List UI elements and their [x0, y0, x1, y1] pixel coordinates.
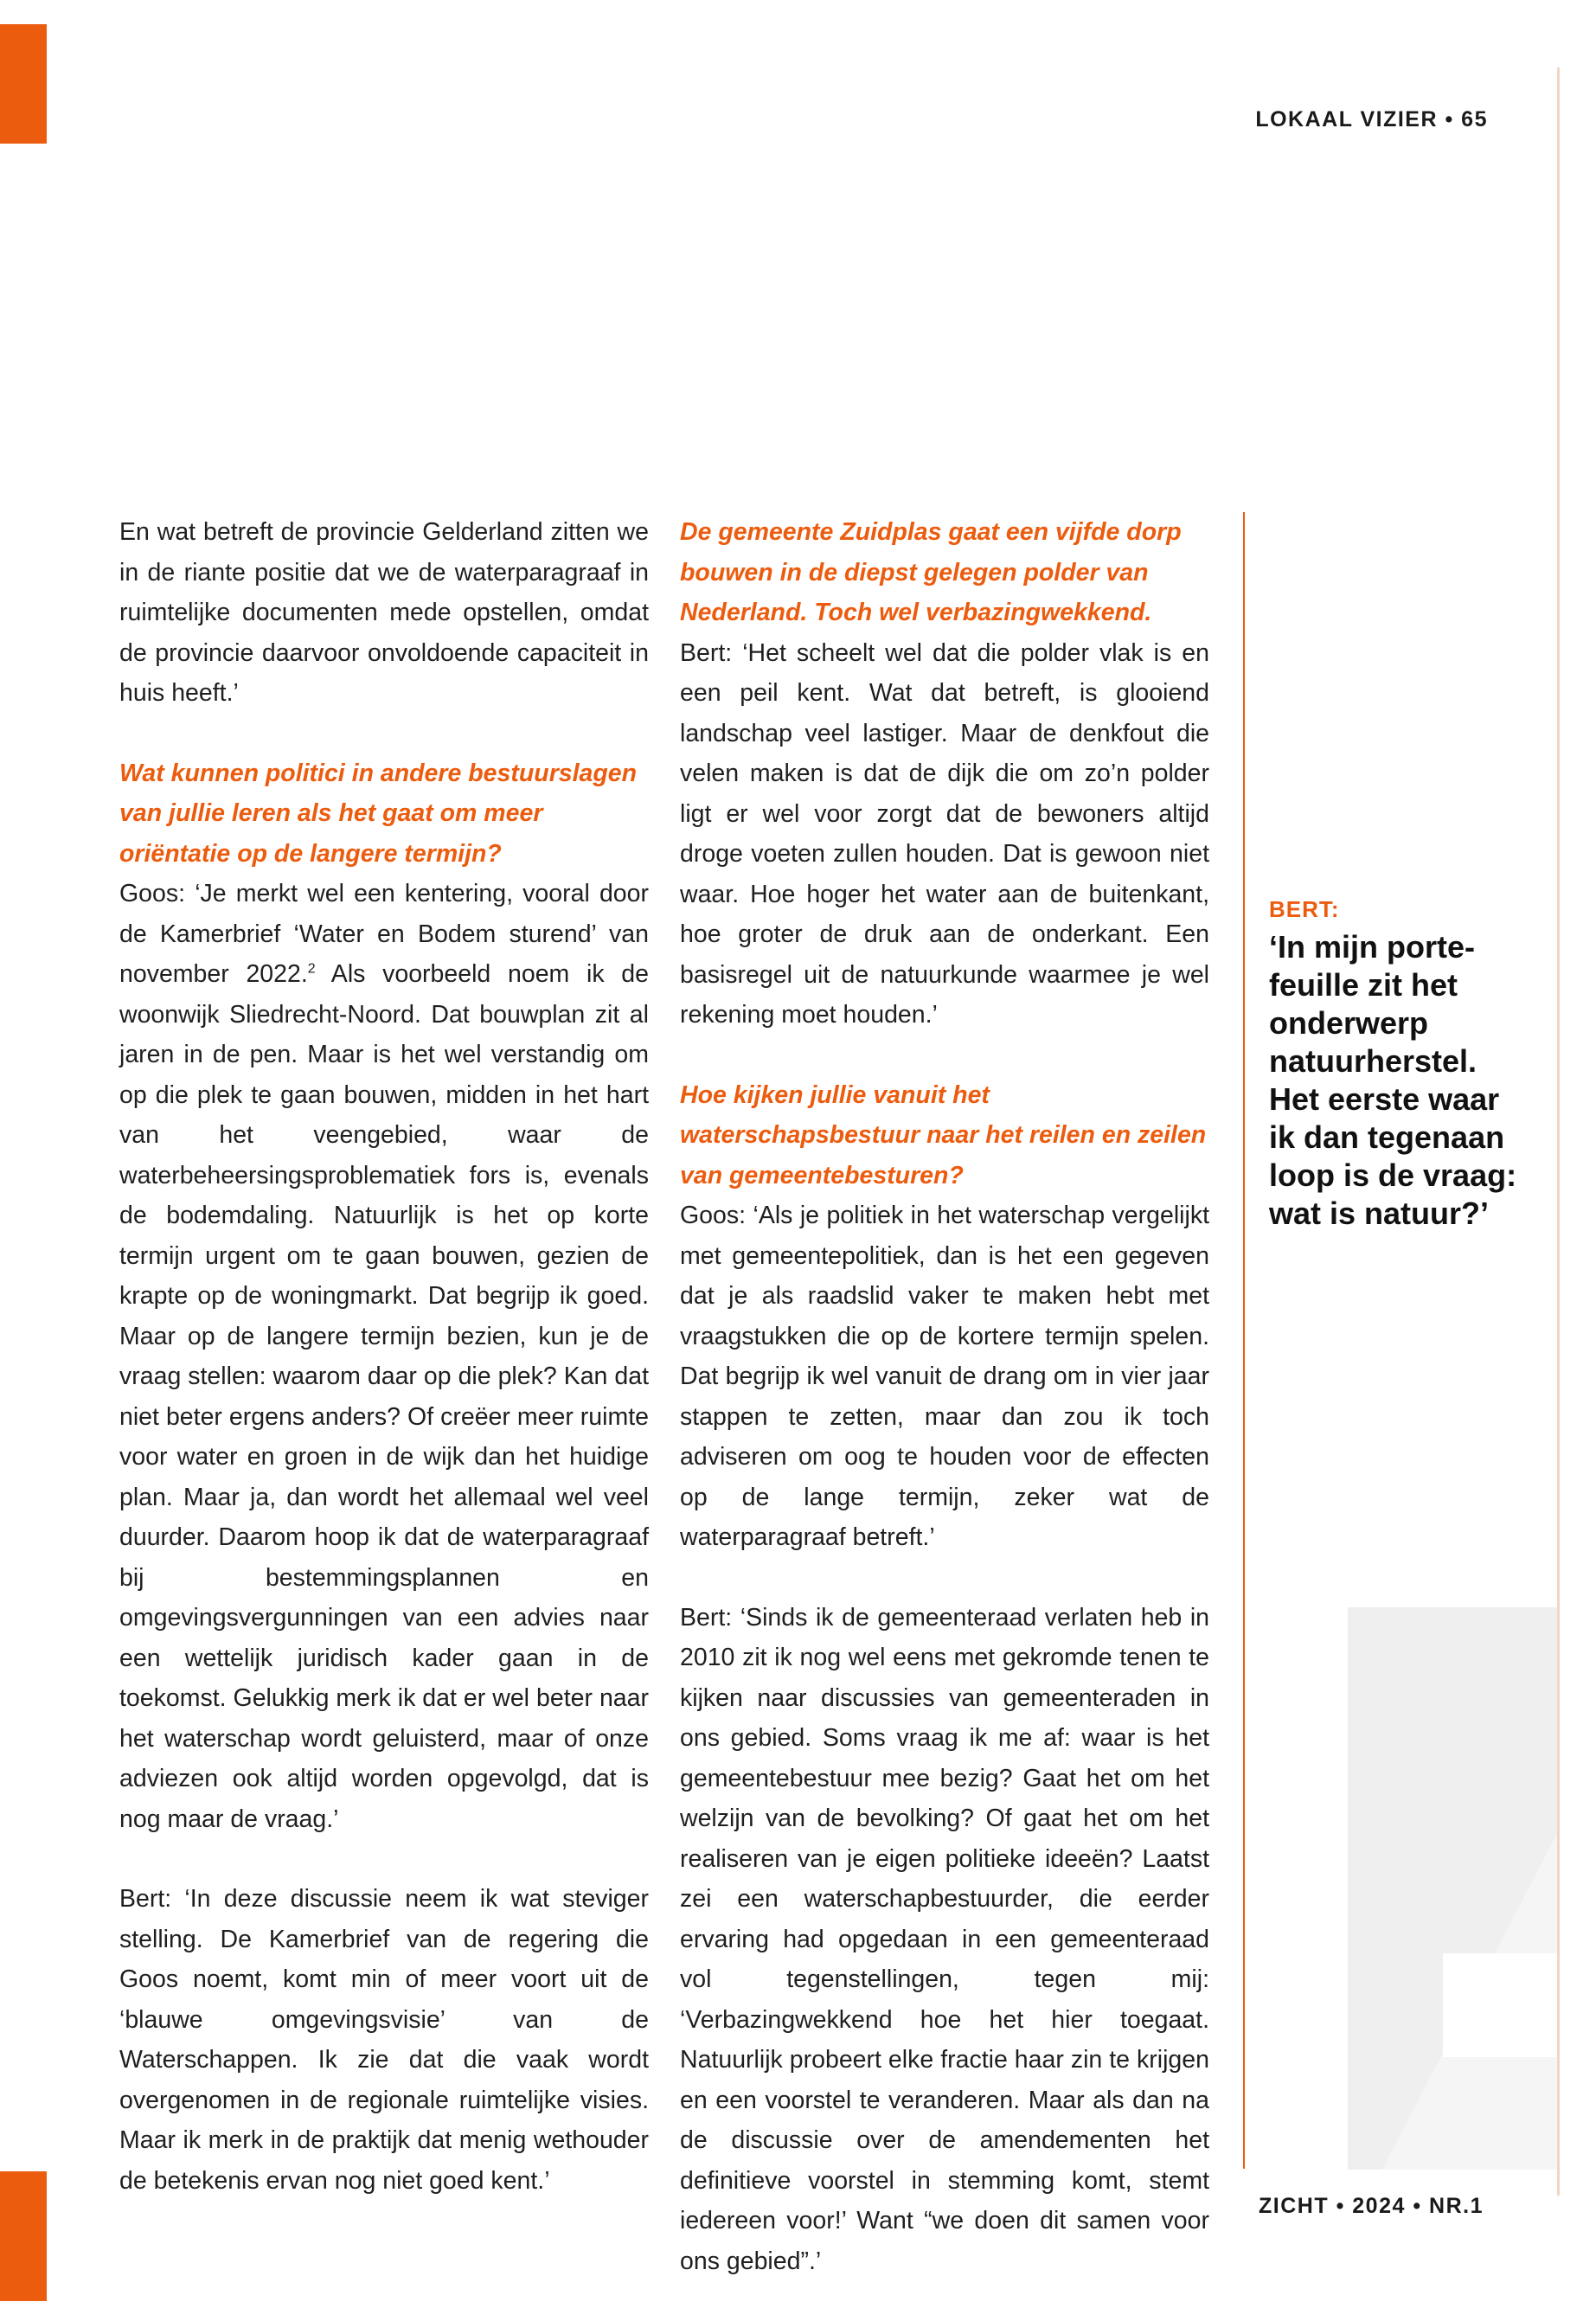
- decorative-z-shape: [1348, 1607, 1557, 2170]
- decorative-letter-z: [1348, 1607, 1557, 2170]
- left-column: [119, 512, 649, 2241]
- paragraph-text: Als voorbeeld noem ik de woonwijk Sliedrecht-Noord. Dat bouwplan zit al jaren in de pen. Maar is het wel verstandig om op die plek te gaan bouwen, midden in het hart van het veengebied, waar de waterbeheersingsproblematiek fors is, evenals de bodemdaling. Natuurlijk is het op korte termijn urgent om te gaan bouwen, gezien de krapte op de woningmarkt. Dat begrijp ik goed. Maar op de langere termijn bezien, kun je de vraag stellen: waarom daar op die plek? Kan dat niet beter ergens anders? Of creëer meer ruimte voor water en groen in de wijk dan het huidige plan. Maar ja, dan wordt het allemaal wel veel duurder. Daarom hoop ik dat de waterparagraaf bij bestemmingsplannen en omgevingsvergunningen van een advies naar een wettelijk juridisch kader gaan in de toekomst. Gelukkig merk ik dat er wel beter naar het waterschap wordt geluisterd, maar of onze adviezen ook altijd worden opgevolgd, dat is nog maar de vraag.’: [119, 960, 649, 1833]
- page-edge-rule: [1557, 67, 1560, 2196]
- paragraph: En wat betreft de provincie Gelderland zitten we in de riante positie dat we de waterparagraaf in ruimtelijke documenten mede opstellen, omdat de provincie daarvoor onvoldoende capaciteit in huis heeft.’: [119, 518, 649, 707]
- paragraph: Bert: ‘Sinds ik de gemeenteraad verlaten heb in 2010 zit ik nog wel eens met gekromde tenen te kijken naar discussies van gemeenteraden in ons gebied. Soms vraag ik me af: waar is het gemeentebestuur mee bezig? Gaat het om het welzijn van de bevolking? Of gaat het om het realiseren van je eigen politieke ideeën? Laatst zei een waterschapbestuurder, die eerder ervaring had opgedaan in een gemeenteraad vol tegenstellingen, tegen mij: ‘Verbazingwekkend hoe het hier toegaat. Natuurlijk probeert elke fractie haar zin te krijgen en een voorstel te veranderen. Maar als dan na de discussie over de amendementen het definitieve voorstel in stemming komt, stemt iedereen voor!’ Want “we doen dit samen voor ons gebied”.’: [680, 1603, 1209, 2275]
- paragraph-text: Goos: ‘Je merkt wel een kentering, vooral door de Kamerbrief ‘Water en Bodem sturend’ van november 2022.: [119, 880, 649, 988]
- paragraph: Bert: ‘In deze discussie neem ik wat steviger stelling. De Kamerbrief van de regering die Goos noemt, komt min of meer voort uit de ‘blauwe omgevingsvisie’ van de Waterschappen. Ik zie dat die vaak wordt overgenomen in de regionale ruimtelijke visies. Maar ik merk in de praktijk dat menig wethouder de betekenis ervan nog niet goed kent.’: [119, 1885, 649, 2195]
- column-divider: [1243, 512, 1245, 2169]
- pull-quote: [1269, 896, 1529, 1233]
- paragraph: [119, 874, 649, 1839]
- pull-quote-speaker: BERT:: [1269, 896, 1340, 922]
- running-foot: ZICHT • 2024 • NR.1: [1259, 2194, 1484, 2218]
- accent-bar-top: [0, 24, 47, 144]
- pull-quote-text: ‘In mijn porte-feuille zit het onderwerp natuurherstel. Het eerste waar ik dan tegenaan loop is de vraag: wat is natuur?’: [1269, 929, 1517, 1231]
- footnote-marker: 2: [307, 961, 316, 977]
- interview-question: Hoe kijken jullie vanuit het waterschapsbestuur naar het reilen en zeilen van gemeentebesturen?: [680, 1080, 1207, 1189]
- accent-bar-bottom: [0, 2171, 47, 2301]
- interview-question: De gemeente Zuidplas gaat een vijfde dorp bouwen in de diepst gelegen polder van Nederland. Toch wel verbazingwekkend.: [680, 518, 1182, 626]
- middle-column: [680, 512, 1209, 2321]
- paragraph: Goos: ‘Als je politiek in het waterschap vergelijkt met gemeentepolitiek, dan is het een gegeven dat je als raadslid vaker te maken hebt met vraagstukken die op de kortere termijn spelen. Dat begrijp ik wel vanuit de drang om in vier jaar stappen te zetten, maar dan zou ik toch adviseren om oog te houden voor de effecten op de lange termijn, zeker wat de waterparagraaf betreft.’: [680, 1202, 1209, 1551]
- paragraph: Bert: ‘Het scheelt wel dat die polder vlak is en een peil kent. Wat dat betreft, is glooiend landschap veel lastiger. Maar de denkfout die velen maken is dat de dijk die om zo’n polder ligt er wel voor zorgt dat de bewoners altijd droge voeten zullen houden. Dat is gewoon niet waar. Hoe hoger het water aan de buitenkant, hoe groter de druk aan de onderkant. Een basisregel uit de natuurkunde waarmee je wel rekening moet houden.’: [680, 638, 1209, 1029]
- interview-question: Wat kunnen politici in andere bestuurslagen van jullie leren als het gaat om meer oriëntatie op de langere termijn?: [119, 759, 638, 868]
- running-head: LOKAAL VIZIER • 65: [1255, 107, 1488, 131]
- decor-gap: [1443, 1953, 1557, 2057]
